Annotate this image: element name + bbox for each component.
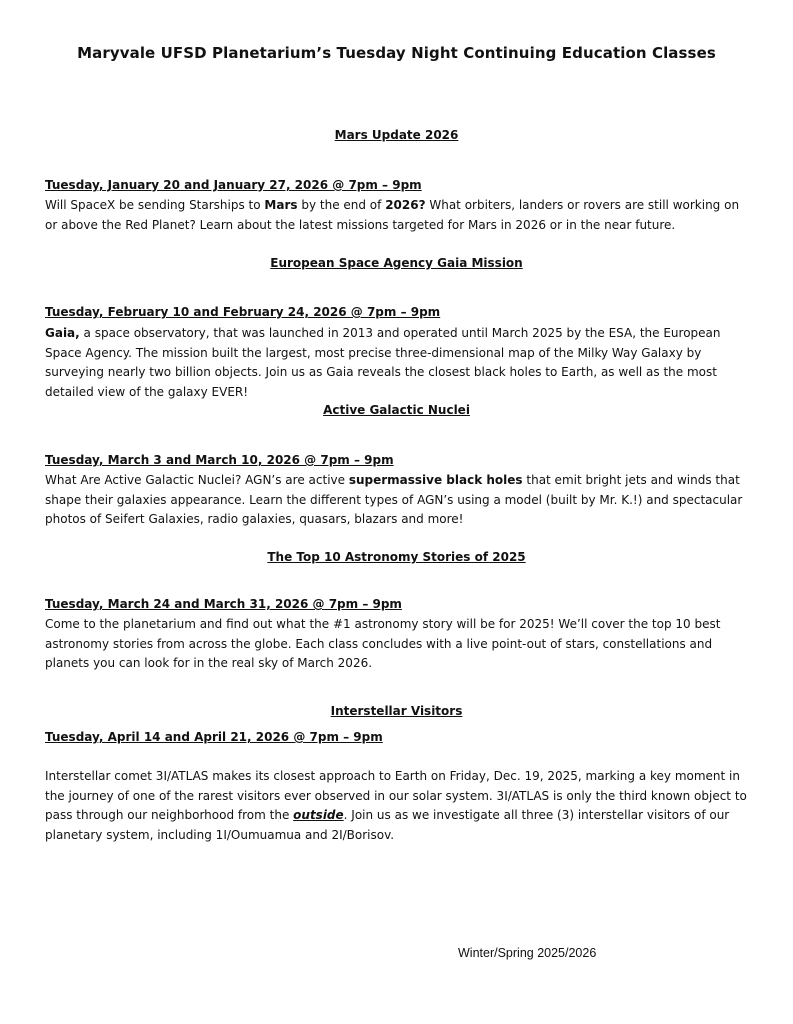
section-description-top10: Come to the planetarium and find out what the #1 astronomy story will be for 2025! We’ll cover the top 10 best astronomy stories from across the globe. Each class concludes with a live point-out of stars, constellations and planets you can look for in the real sky of March 2026. — [45, 617, 721, 670]
section-heading-mars: Mars Update 2026 — [334, 128, 459, 142]
section-heading-gaia: European Space Agency Gaia Mission — [270, 256, 523, 270]
section-description-interstellar: Interstellar comet 3I/ATLAS makes its closest approach to Earth on Friday, Dec. 19, 2025, marking a key moment in the journey of one of the rarest visitors ever observed in our solar system. 3I/ATLAS is only the third known object to pass through our neighborhood from the outside. Join us as we investigate all three (3) interstellar visitors of our planetary system, including 1I/Oumuamua and 2I/Borisov. — [45, 769, 747, 842]
section-date-mars: Tuesday, January 20 and January 27, 2026 @ 7pm – 9pm — [45, 178, 422, 192]
footer-term: Winter/Spring 2025/2026 — [458, 946, 597, 960]
section-heading-top10: The Top 10 Astronomy Stories of 2025 — [267, 550, 526, 564]
section-date-interstellar: Tuesday, April 14 and April 21, 2026 @ 7pm – 9pm — [45, 730, 383, 744]
section-date-gaia: Tuesday, February 10 and February 24, 2026 @ 7pm – 9pm — [45, 305, 441, 319]
section-description-agn: What Are Active Galactic Nuclei? AGN’s are active supermassive black holes that emit bright jets and winds that shape their galaxies appearance. Learn the different types of AGN’s using a model (built by Mr. K.!) and spectacular photos of Seifert Galaxies, radio galaxies, quasars, blazars and more! — [45, 473, 743, 526]
section-description-mars: Will SpaceX be sending Starships to Mars by the end of 2026? What orbiters, landers or rovers are still working on or above the Red Planet? Learn about the latest missions targeted for Mars in 2026 or in the near future. — [45, 198, 740, 232]
section-heading-interstellar: Interstellar Visitors — [330, 704, 463, 718]
page-title: Maryvale UFSD Planetarium’s Tuesday Night Continuing Education Classes — [77, 44, 716, 62]
section-date-top10: Tuesday, March 24 and March 31, 2026 @ 7pm – 9pm — [45, 597, 402, 611]
section-date-agn: Tuesday, March 3 and March 10, 2026 @ 7pm – 9pm — [45, 453, 394, 467]
section-description-gaia: Gaia, a space observatory, that was launched in 2013 and operated until March 2025 by the ESA, the European Space Agency. The mission built the largest, most precise three-dimensional map of the Milky Way Galaxy by surveying nearly two billion objects. Join us as Gaia reveals the closest black holes to Earth, as well as the most detailed view of the galaxy EVER! — [45, 326, 721, 399]
section-heading-agn: Active Galactic Nuclei — [323, 403, 470, 417]
